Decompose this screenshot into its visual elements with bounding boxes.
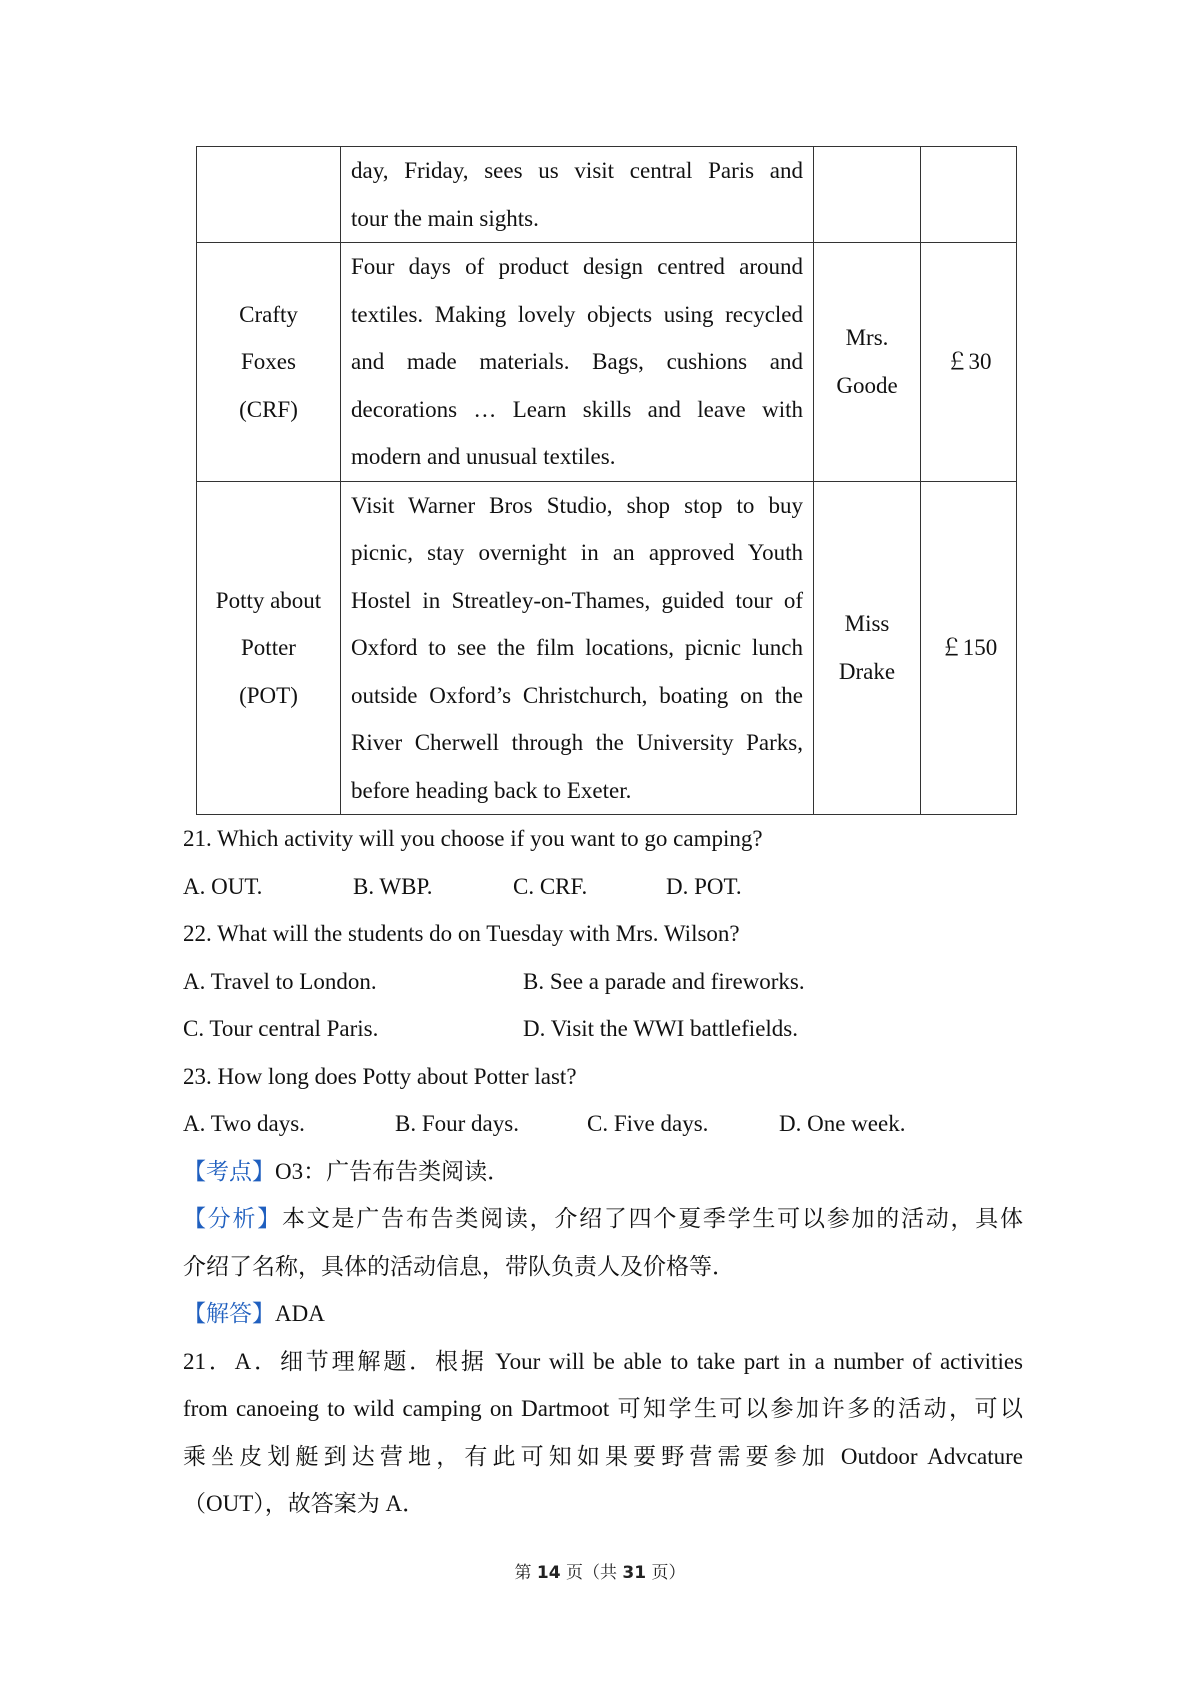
leader-line: Goode <box>836 372 898 398</box>
description-line: day, Friday, sees us visit central Paris and <box>351 158 803 183</box>
question-options <box>183 863 1023 911</box>
kaodian-tag: 【考点】 <box>183 1158 275 1184</box>
leader-line: Mrs. <box>845 325 889 351</box>
jieda-tag: 【解答】 <box>183 1301 275 1326</box>
option-a: A. Two days. <box>183 1111 305 1136</box>
activity-name-cell <box>197 481 341 815</box>
option-a: A. OUT. <box>183 873 263 899</box>
activity-name-line: Potter <box>241 635 296 660</box>
page-number: 14 <box>536 1563 561 1583</box>
description-line: before heading back to Exeter. <box>351 777 632 803</box>
questions-and-analysis <box>183 815 1023 1528</box>
page-total: 31 <box>622 1563 647 1583</box>
option-b: B. See a parade and fireworks. <box>523 968 805 994</box>
question-options <box>183 958 1023 1006</box>
option-a: A. Travel to London. <box>183 968 377 994</box>
page-footer <box>0 1558 1200 1583</box>
option-c: C. Tour central Paris. <box>183 1016 379 1041</box>
table-row <box>197 147 1017 243</box>
question-options <box>183 1005 1023 1053</box>
description-line: Visit Warner Bros Studio, shop stop to buy <box>351 492 803 518</box>
footer-middle: 页（共 <box>560 1563 623 1583</box>
description-line: Oxford to see the film locations, picnic lunch <box>351 635 803 660</box>
fenxi-tag: 【分析】 <box>183 1206 283 1231</box>
description-line: and made materials. Bags, cushions and <box>351 349 803 374</box>
option-b: B. WBP. <box>353 873 433 899</box>
leader-cell <box>814 243 921 482</box>
footer-prefix: 第 <box>514 1563 537 1583</box>
description-line: River Cherwell through the University Parks, <box>351 730 803 755</box>
activity-code: (CRF) <box>239 396 298 422</box>
kaodian-line <box>183 1148 1023 1196</box>
jieda-answer: ADA <box>275 1301 325 1326</box>
activities-table <box>196 146 1017 815</box>
leader-line: Miss <box>844 611 890 637</box>
description-line: modern and unusual textiles. <box>351 444 616 469</box>
fenxi-line <box>183 1195 1023 1243</box>
option-b: B. Four days. <box>395 1111 519 1136</box>
question-options <box>183 1100 1023 1148</box>
description-line: outside Oxford’s Christchurch, boating on the <box>351 682 803 708</box>
price-cell: ￡150 <box>921 481 1017 815</box>
option-d: D. Visit the WWI battlefields. <box>523 1016 798 1041</box>
activity-code: (POT) <box>239 682 298 708</box>
leader-cell <box>814 481 921 815</box>
table-row <box>197 481 1017 815</box>
activity-description-cell <box>341 243 814 482</box>
description-line: tour the main sights. <box>351 205 539 231</box>
option-c: C. Five days. <box>587 1111 709 1136</box>
price-cell <box>921 147 1017 243</box>
leader-cell <box>814 147 921 243</box>
description-line: textiles. Making lovely objects using recycled <box>351 301 803 327</box>
kaodian-text: O3：广告布告类阅读． <box>275 1158 511 1184</box>
option-c: C. CRF. <box>513 873 588 899</box>
activity-description-cell <box>341 481 814 815</box>
activity-name-line: Potty about <box>215 587 322 613</box>
activity-name-line: Crafty <box>239 301 298 327</box>
question-stem: 21. Which activity will you choose if you want to go camping? <box>183 826 763 851</box>
fenxi-line: 介绍了名称，具体的活动信息，带队负责人及价格等． <box>183 1253 735 1279</box>
description-line: decorations … Learn skills and leave with <box>351 396 803 422</box>
jieda-line <box>183 1290 1023 1338</box>
activity-name-cell <box>197 147 341 243</box>
footer-suffix: 页） <box>646 1563 686 1583</box>
leader-line: Drake <box>838 658 896 684</box>
question-stem: 22. What will the students do on Tuesday with Mrs. Wilson? <box>183 921 740 946</box>
activity-name-cell <box>197 243 341 482</box>
option-d: D. One week. <box>779 1111 906 1136</box>
description-line: Hostel in Streatley-on-Thames, guided tour of <box>351 587 803 613</box>
option-d: D. POT. <box>666 873 742 899</box>
price-cell: ￡30 <box>921 243 1017 482</box>
explanation-line: （OUT），故答案为 A． <box>183 1491 426 1516</box>
activity-name-line: Foxes <box>241 349 296 374</box>
activity-description-cell <box>341 147 814 243</box>
description-line: Four days of product design centred around <box>351 254 803 279</box>
explanation-line: from canoeing to wild camping on Dartmoot 可知学生可以参加许多的活动，可以 <box>183 1396 1023 1421</box>
explanation-line: 21．A．细节理解题．根据 Your will be able to take part in a number of activities <box>183 1348 1023 1374</box>
table-row <box>197 243 1017 482</box>
fenxi-text: 本文是广告布告类阅读，介绍了四个夏季学生可以参加的活动，具体 <box>282 1206 1024 1231</box>
question-stem: 23. How long does Potty about Potter last? <box>183 1063 577 1089</box>
description-line: picnic, stay overnight in an approved Youth <box>351 540 803 565</box>
explanation-line: 乘坐皮划艇到达营地，有此可知如果要野营需要参加 Outdoor Advcature <box>183 1443 1023 1469</box>
